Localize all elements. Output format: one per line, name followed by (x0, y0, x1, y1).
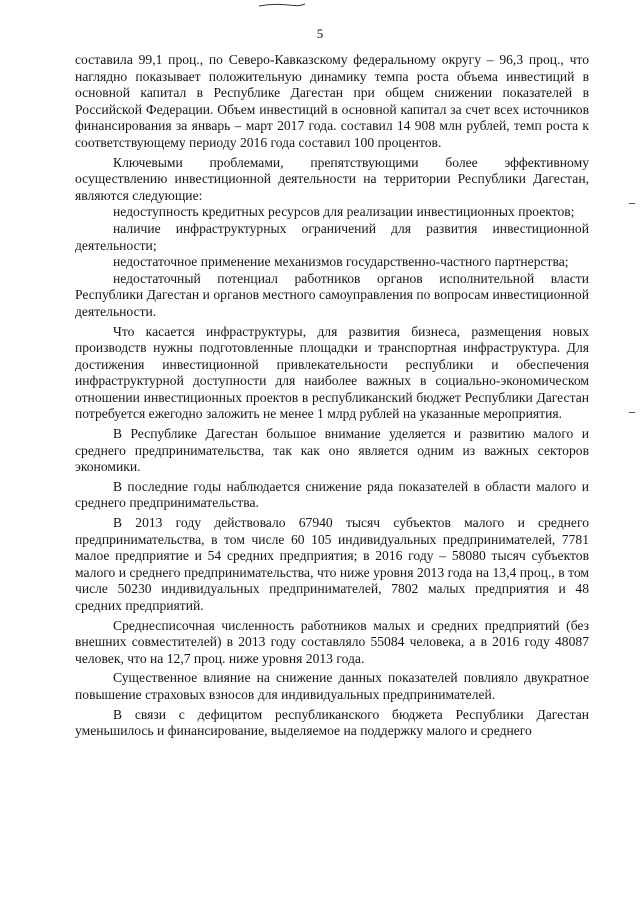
document-body (75, 52, 589, 740)
paragraph-infrastructure: Что касается инфраструктуры, для развития бизнеса, размещения новых производств нужны подготовленные площадки и транспортная инфраструктура. Для достижения инвестиционной привлекательности республики и обеспечения инфраструктурной доступности для наиболее важных в социально-экономическом отношении инвестиционных проектов в республиканский бюджет Республики Дагестан потребуется ежегодно заложить не менее 1 млрд рублей на указанные мероприятия. (75, 323, 589, 422)
paragraph-budget-deficit: В связи с дефицитом республиканского бюджета Республики Дагестан уменьшилось и финансирование, выделяемое на поддержку малого и среднего (75, 706, 589, 739)
paragraph-small-business-statistics: В 2013 году действовало 67940 тысяч субъектов малого и среднего предпринимательства, в том числе 60 105 индивидуальных предпринимателей, 7781 малое предприятие и 54 средних предприятия; в 2016 году – 58080 тысяч субъектов малого и среднего предпринимательства, что ниже уровня 2013 года на 13,4 проц., в том числе 50230 индивидуальных предпринимателей, 7802 малых предприятия и 48 средних предприятий. (75, 515, 589, 613)
problem-list-item: наличие инфраструктурных ограничений для развития инвестиционной деятельности; (75, 220, 589, 253)
paragraph-employee-count: Среднесписочная численность работников малых и средних предприятий (без внешних совместителей) в 2013 году составляло 55084 человека, а в 2016 году 48087 человек, что на 12,7 проц. ниже уровня 2013 года. (75, 617, 589, 666)
paragraph-small-business-support: В Республике Дагестан большое внимание уделяется и развитию малого и среднего предпринимательства, так как оно является одним из важных секторов экономики. (75, 426, 589, 475)
problem-list-item: недостаточное применение механизмов государственно-частного партнерства; (113, 254, 569, 270)
problem-list-item: недоступность кредитных ресурсов для реализации инвестиционных проектов; (113, 204, 575, 220)
scan-edge-mark (629, 412, 635, 413)
paragraph-investment-dynamics: составила 99,1 проц., по Северо-Кавказскому федеральному округу – 96,3 проц., что наглядно показывает положительную динамику темпа роста объема инвестиций в основной капитал в Республике Дагестан при общем снижении показателей в Российской Федерации. Объем инвестиций в основной капитал за счет всех источников финансирования за январь – март 2017 года. составил 14 908 млн рублей, темп роста к соответствующему периоду 2016 года составил 100 процентов. (75, 52, 589, 150)
problem-list-item: недостаточный потенциал работников органов исполнительной власти Республики Дагестан и органов местного самоуправления по вопросам инвестиционной деятельности. (75, 270, 589, 319)
paragraph-key-problems-intro: Ключевыми проблемами, препятствующими более эффективному осуществлению инвестиционной деятельности на территории Республики Дагестан, являются следующие: (75, 154, 589, 203)
paragraph-insurance-impact: Существенное влияние на снижение данных показателей повлияло двукратное повышение страховых взносов для индивидуальных предпринимателей. (75, 670, 589, 702)
scan-edge-mark (629, 203, 635, 204)
paragraph-small-business-decline: В последние годы наблюдается снижение ряда показателей в области малого и среднего предпринимательства. (75, 478, 589, 511)
page-number: 5 (316, 26, 324, 41)
scan-mark-top (258, 2, 306, 8)
